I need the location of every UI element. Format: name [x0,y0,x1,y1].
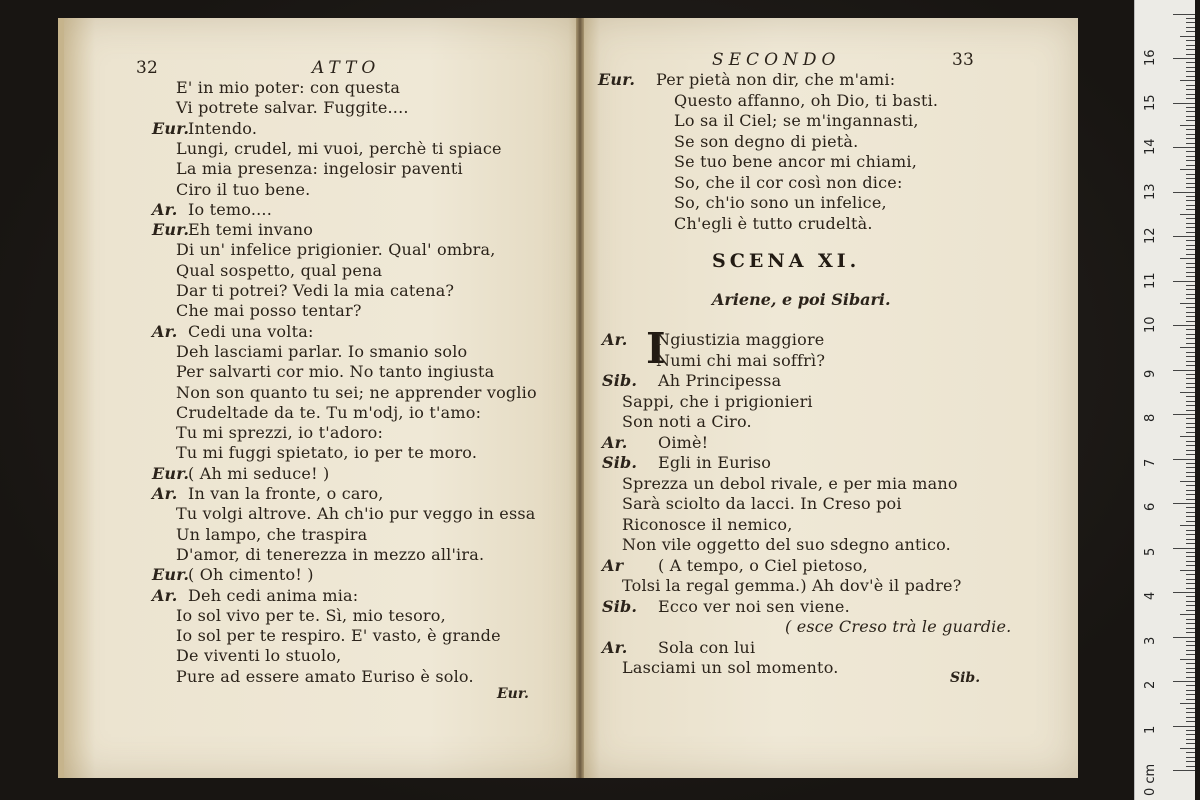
ruler-tick [1186,49,1195,50]
ruler-tick [1186,423,1195,424]
ruler-tick [1186,672,1195,673]
ruler-tick [1186,116,1195,117]
ruler-tick [1173,726,1195,727]
ruler-tick [1186,254,1195,255]
speaker-label: Ar. [602,637,628,657]
verse-text: Io temo.... [188,199,273,219]
verse-text: Sola con lui [658,637,756,657]
ruler-tick [1186,494,1195,495]
left-running-head: ATTO [312,58,381,78]
ruler-tick [1180,80,1195,81]
ruler-tick [1186,227,1195,228]
ruler-tick [1180,214,1195,215]
speaker-label: Ar. [602,330,628,349]
ruler-tick [1186,699,1195,700]
ruler-tick [1186,396,1195,397]
left-page [58,18,584,778]
ruler-tick [1180,614,1195,615]
ruler-tick [1173,325,1195,326]
open-book [58,18,1082,786]
ruler-label: 6 [1143,502,1158,511]
verse-text: Se son degno di pietà. [674,131,859,151]
ruler-label: 9 [1143,369,1158,378]
verse-text: Io sol vivo per te. Sì, mio tesoro, [176,605,446,625]
ruler-tick [1180,125,1195,126]
ruler-tick [1186,67,1195,68]
ruler-tick [1186,263,1195,264]
ruler-tick [1186,418,1195,419]
ruler-label: 3 [1143,636,1158,645]
ruler-label: 12 [1143,227,1158,244]
speaker-label: Ar. [152,321,178,341]
ruler-tick [1186,365,1195,366]
drop-cap: I [646,324,666,373]
ruler-tick [1186,187,1195,188]
ruler-label: 8 [1143,413,1158,422]
ruler-tick [1186,361,1195,362]
ruler-tick [1186,499,1195,500]
verse-text: Tu mi fuggi spietato, io per te moro. [176,443,478,463]
ruler-tick [1186,18,1195,19]
ruler-tick [1173,103,1195,104]
ruler-tick [1186,334,1195,335]
ruler-tick [1186,338,1195,339]
ruler-tick [1186,534,1195,535]
ruler-tick [1186,232,1195,233]
ruler-tick [1186,579,1195,580]
speaker-label: Eur. [152,565,190,585]
speaker-label: Sib. [602,453,638,472]
ruler-tick [1186,31,1195,32]
ruler-tick [1173,681,1195,682]
ruler-tick [1186,298,1195,299]
speaker-label: Sib. [602,596,638,616]
verse-text: Vi potrete salvar. Fuggite.... [176,98,409,118]
ruler-tick [1186,552,1195,553]
ruler-label: 4 [1143,591,1158,600]
verse-text: Intendo. [188,118,258,138]
ruler-label: 16 [1143,49,1158,66]
ruler-tick [1180,659,1195,660]
ruler-tick [1186,401,1195,402]
verse-text: Ecco ver noi sen viene. [658,596,850,616]
ruler-tick [1186,717,1195,718]
ruler-tick [1186,677,1195,678]
ruler-tick [1186,151,1195,152]
ruler-tick [1186,619,1195,620]
ruler-tick [1180,525,1195,526]
ruler-tick [1186,654,1195,655]
verse-text: Sappi, che i prigionieri [622,391,813,411]
ruler-tick [1186,561,1195,562]
ruler-tick [1173,503,1195,504]
ruler-tick [1173,281,1195,282]
ruler-tick [1186,605,1195,606]
ruler-label: 15 [1143,93,1158,111]
ruler-tick [1173,414,1195,415]
ruler-tick [1180,481,1195,482]
ruler-tick [1186,712,1195,713]
scene-cast: Ariene, e poi Sibari. [712,290,891,309]
ruler-label: 14 [1143,138,1158,155]
verse-text: De viventi lo stuolo, [176,646,342,666]
ruler-tick [1173,370,1195,371]
ruler-tick [1186,766,1195,767]
ruler-label: 10 [1143,316,1158,333]
ruler-tick [1186,556,1195,557]
ruler-tick [1186,27,1195,28]
ruler-tick [1186,209,1195,210]
ruler-tick [1186,543,1195,544]
ruler-tick [1186,628,1195,629]
ruler-tick [1186,516,1195,517]
ruler-tick [1186,632,1195,633]
ruler-tick [1180,703,1195,704]
verse-text: Tu mi sprezzi, io t'adoro: [176,423,384,443]
verse-text: Questo affanno, oh Dio, ti basti. [674,90,939,110]
ruler-tick [1186,565,1195,566]
ruler-tick [1173,147,1195,148]
ruler-tick [1186,129,1195,130]
verse-text: Per salvarti cor mio. No tanto ingiusta [176,362,495,382]
ruler-tick [1186,156,1195,157]
ruler-tick [1186,245,1195,246]
left-page-number: 32 [136,58,159,78]
verse-text: Deh lasciami parlar. Io smanio solo [176,341,468,361]
ruler-tick [1180,436,1195,437]
verse-text: So, ch'io sono un infelice, [674,193,887,212]
ruler-tick [1186,410,1195,411]
ruler-tick [1186,272,1195,273]
verse-text: ( esce Creso trà le guardie. [785,617,1012,636]
ruler-tick [1186,623,1195,624]
speaker-label: Ar. [602,432,628,452]
ruler-tick [1186,285,1195,286]
verse-text: In van la fronte, o caro, [188,484,384,503]
ruler-tick [1186,641,1195,642]
ruler-tick [1186,708,1195,709]
ruler-tick [1186,467,1195,468]
verse-text: Crudeltade da te. Tu m'odj, io t'amo: [176,402,482,422]
ruler-tick [1186,71,1195,72]
ruler-tick [1186,445,1195,446]
verse-text: Lungi, crudel, mi vuoi, perchè ti spiace [176,138,502,158]
ruler-tick [1186,160,1195,161]
ruler-tick [1186,98,1195,99]
ruler-tick [1186,427,1195,428]
verse-text: Di un' infelice prigionier. Qual' ombra, [176,240,496,260]
ruler-label: 1 [1143,725,1158,734]
ruler-tick [1186,721,1195,722]
ruler-tick [1186,223,1195,224]
verse-text: Qual sospetto, qual pena [176,260,383,280]
verse-text: Io sol per te respiro. E' vasto, è grande [176,626,501,646]
ruler-tick [1186,165,1195,166]
ruler-tick [1186,85,1195,86]
ruler-tick [1186,111,1195,112]
ruler-tick [1186,521,1195,522]
ruler-tick [1186,383,1195,384]
verse-text: Che mai posso tentar? [176,301,362,321]
verse-text: Dar ti potrei? Vedi la mia catena? [176,281,455,300]
ruler-tick [1173,236,1195,237]
ruler-tick [1186,574,1195,575]
book-gutter [576,18,584,778]
ruler-tick [1186,196,1195,197]
ruler-tick [1186,432,1195,433]
ruler-tick [1186,507,1195,508]
ruler-tick [1186,138,1195,139]
ruler-tick [1186,54,1195,55]
ruler-tick [1186,530,1195,531]
ruler-tick [1186,143,1195,144]
scene-title: SCENA XI. [712,250,861,272]
verse-text: Ah Principessa [658,371,782,390]
ruler-tick [1186,454,1195,455]
verse-text: Non son quanto tu sei; ne apprender voglio [176,382,537,402]
verse-text: Eh temi invano [188,220,314,240]
ruler-tick [1186,685,1195,686]
ruler-label: 13 [1143,182,1158,200]
ruler-tick [1186,174,1195,175]
ruler-label: 5 [1143,547,1158,556]
speaker-label: Ar. [152,199,178,219]
right-page [580,18,1078,778]
right-catchword: Sib. [950,670,981,686]
ruler-tick [1186,316,1195,317]
ruler-tick [1186,200,1195,201]
ruler-tick [1186,387,1195,388]
ruler-tick [1186,512,1195,513]
ruler-tick [1186,267,1195,268]
ruler-tick [1186,490,1195,491]
verse-text: Tolsi la regal gemma.) Ah dov'è il padre? [622,576,962,595]
ruler-tick [1186,178,1195,179]
speaker-label: Eur. [152,118,190,138]
ruler-tick [1180,392,1195,393]
ruler-tick [1186,378,1195,379]
ruler-tick [1186,356,1195,357]
ruler-tick [1180,258,1195,259]
ruler-tick [1186,596,1195,597]
verse-text: Ciro il tuo bene. [176,179,311,199]
ruler-tick [1186,183,1195,184]
ruler-label: 11 [1143,271,1158,289]
right-page-number: 33 [952,50,975,70]
ruler-tick [1180,169,1195,170]
ruler-tick [1186,134,1195,135]
ruler-tick [1186,645,1195,646]
ruler-label: 0 cm [1143,763,1158,796]
ruler-tick [1186,374,1195,375]
verse-text: Un lampo, che traspira [176,524,368,544]
ruler-tick [1186,650,1195,651]
ruler-tick [1186,62,1195,63]
left-catchword: Eur. [497,686,529,702]
verse-text: La mia presenza: ingelosir paventi [176,159,463,179]
ruler-tick [1186,463,1195,464]
verse-text: Ngiustizia maggiore [656,330,825,349]
ruler-tick [1180,303,1195,304]
ruler-tick [1186,739,1195,740]
verse-text: Egli in Euriso [658,453,772,472]
ruler-tick [1186,485,1195,486]
ruler-tick [1186,752,1195,753]
verse-text: Cedi una volta: [188,321,314,341]
ruler-tick [1186,405,1195,406]
verse-text: Sprezza un debol rivale, e per mia mano [622,473,958,493]
verse-text: Per pietà non dir, che m'ami: [656,70,896,89]
ruler-tick [1180,36,1195,37]
verse-text: Non vile oggetto del suo sdegno antico. [622,535,951,554]
ruler-tick [1186,22,1195,23]
verse-text: ( Oh cimento! ) [188,565,314,585]
verse-text: So, che il cor così non dice: [674,172,903,192]
ruler-tick [1186,45,1195,46]
ruler-tick [1186,472,1195,473]
speaker-label: Ar. [152,585,178,605]
ruler-tick [1180,570,1195,571]
speaker-label: Sib. [602,371,638,390]
ruler-tick [1173,58,1195,59]
verse-text: Lasciami un sol momento. [622,658,839,677]
ruler-tick [1173,637,1195,638]
verse-text: ( A tempo, o Ciel pietoso, [658,555,868,575]
ruler-tick [1186,312,1195,313]
ruler-label: 2 [1143,680,1158,689]
ruler-tick [1186,307,1195,308]
ruler-tick [1186,321,1195,322]
verse-text: E' in mio poter: con questa [176,78,401,97]
ruler-tick [1186,663,1195,664]
ruler-tick [1186,441,1195,442]
ruler-tick [1173,770,1195,771]
ruler-label: 7 [1143,458,1158,467]
measurement-ruler [1134,0,1195,800]
ruler-tick [1173,192,1195,193]
verse-text: Pure ad essere amato Euriso è solo. [176,666,474,686]
ruler-tick [1180,748,1195,749]
ruler-tick [1186,329,1195,330]
ruler-tick [1186,757,1195,758]
ruler-tick [1186,276,1195,277]
verse-text: Deh cedi anima mia: [188,585,359,605]
speaker-label: Eur. [152,463,190,483]
ruler-tick [1186,743,1195,744]
ruler-tick [1186,94,1195,95]
right-running-head: SECONDO [712,50,841,70]
ruler-tick [1186,249,1195,250]
ruler-tick [1186,694,1195,695]
verse-text: Se tuo bene ancor mi chiami, [674,152,917,171]
ruler-tick [1173,592,1195,593]
verse-text: Ch'egli è tutto crudeltà. [674,213,873,233]
ruler-tick [1186,218,1195,219]
ruler-tick [1173,459,1195,460]
verse-text: ( Ah mi seduce! ) [188,463,330,483]
ruler-tick [1186,289,1195,290]
ruler-tick [1186,76,1195,77]
ruler-tick [1186,294,1195,295]
verse-text: Riconosce il nemico, [622,514,793,534]
ruler-tick [1186,107,1195,108]
ruler-tick [1186,120,1195,121]
ruler-tick [1173,548,1195,549]
ruler-tick [1186,352,1195,353]
verse-text: Sarà sciolto da lacci. In Creso poi [622,494,902,513]
ruler-tick [1173,14,1195,15]
ruler-tick [1186,730,1195,731]
verse-text: Oimè! [658,432,709,452]
ruler-tick [1180,347,1195,348]
ruler-tick [1186,205,1195,206]
ruler-tick [1186,476,1195,477]
verse-text: Lo sa il Ciel; se m'ingannasti, [674,111,919,130]
ruler-tick [1186,588,1195,589]
verse-text: D'amor, di tenerezza in mezzo all'ira. [176,544,485,564]
speaker-label: Ar [602,555,624,575]
verse-text: Numi chi mai soffrì? [656,350,826,370]
ruler-tick [1186,89,1195,90]
verse-text: Tu volgi altrove. Ah ch'io pur veggo in essa [176,504,536,524]
speaker-label: Eur. [152,220,190,240]
ruler-tick [1186,668,1195,669]
ruler-tick [1186,583,1195,584]
ruler-tick [1186,690,1195,691]
ruler-tick [1186,761,1195,762]
speaker-label: Eur. [598,70,636,89]
ruler-tick [1186,734,1195,735]
ruler-tick [1186,240,1195,241]
speaker-label: Ar. [152,484,178,503]
ruler-tick [1186,40,1195,41]
ruler-tick [1186,539,1195,540]
verse-text: Son noti a Ciro. [622,412,752,431]
ruler-tick [1186,601,1195,602]
ruler-tick [1186,450,1195,451]
ruler-tick [1186,610,1195,611]
ruler-tick [1186,343,1195,344]
